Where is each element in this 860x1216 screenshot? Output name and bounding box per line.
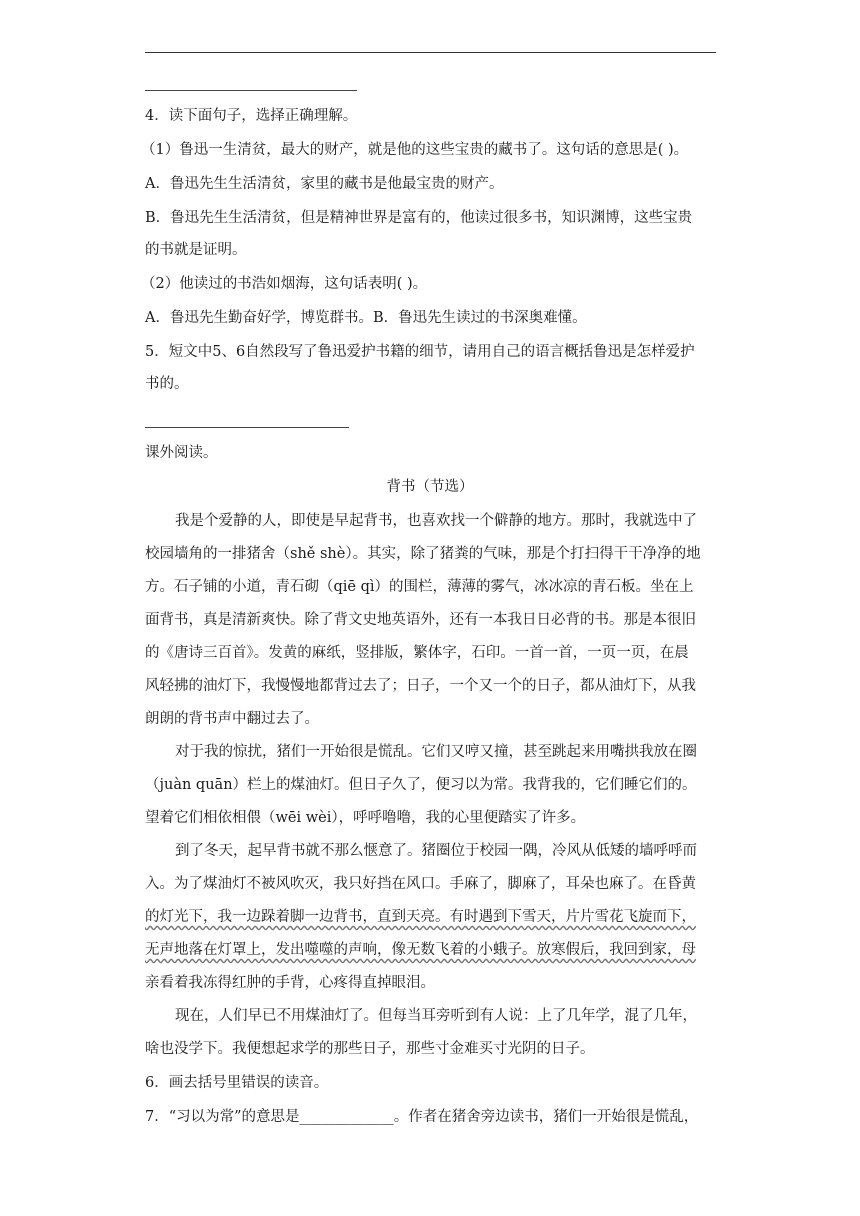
article-line: 风轻拂的油灯下，我慢慢地都背过去了；日子，一个又一个的日子，都从油灯下，从我	[145, 678, 696, 694]
section-heading: 课外阅读。	[145, 445, 218, 461]
article-line: 到了冬天，起早背书就不那么惬意了。猪圈位于校园一隅，冷风从低矮的墙呼呼而	[175, 843, 697, 859]
question-5-line1: 5．短文中5、6自然段写了鲁迅爱护书籍的细节，请用自己的语言概括鲁迅是怎样爱护	[145, 344, 695, 360]
question-4-sub-1: （1）鲁迅一生清贫，最大的财产，就是他的这些宝贵的藏书了。这句话的意思是( )。	[141, 142, 689, 158]
article-line: 我是个爱静的人，即使是早起背书，也喜欢找一个僻静的地方。那时，我就选中了	[175, 513, 697, 529]
article-line: 校园墙角的一排猪舍（shě shè）。其实，除了猪粪的气味，那是个打扫得干干净净的地	[145, 546, 701, 562]
article-line: 入。为了煤油灯不被风吹灭，我只好挡在风口。手麻了，脚麻了，耳朵也麻了。在昏黄	[145, 876, 696, 892]
question-4-option-b-line2: 的书就是证明。	[145, 242, 247, 258]
article-line: 对于我的惊扰，猪们一开始很是慌乱。它们又哼又撞，甚至跳起来用嘴拱我放在圈	[175, 744, 697, 760]
article-line: 啥也没学下。我便想起求学的那些日子，那些寸金难买寸光阴的日子。	[145, 1041, 595, 1057]
page-top-rule	[145, 52, 716, 53]
question-4-option-b-line1: B．鲁迅先生生活清贫，但是精神世界是富有的，他读过很多书，知识渊博，这些宝贵	[145, 210, 693, 226]
question-7: 7．“习以为常”的意思是_____________。作者在猪舍旁边读书，猪们一开始很是慌乱，	[145, 1109, 699, 1125]
article-line: 望着它们相依相偎（wēi wèi），呼呼噜噜，我的心里便踏实了许多。	[145, 810, 586, 826]
question-4-sub-2: （2）他读过的书浩如烟海，这句话表明( )。	[141, 276, 428, 292]
article-line: 的《唐诗三百首》。发黄的麻纸，竖排版，繁体字，石印。一首一首，一页一页，在晨	[145, 645, 689, 661]
question-5-line2: 书的。	[145, 376, 189, 392]
article-title: 背书（节选）	[386, 479, 474, 495]
question-6: 6．画去括号里错误的读音。	[145, 1075, 329, 1091]
article-line	[145, 907, 720, 927]
article-line	[145, 940, 720, 960]
article-line: 亲看着我冻得红肿的手背，心疼得直掉眼泪。	[145, 975, 435, 991]
question-4-stem: 4．读下面句子，选择正确理解。	[145, 108, 358, 124]
article-line: 方。石子铺的小道，青石砌（qiē qì）的围栏，薄薄的雾气，冰冰凉的青石板。坐在上	[145, 579, 694, 595]
underlined-passage: 无声地落在灯罩上，发出噬噬的声响，像无数飞着的小蛾子。放寒假后，我回到家，母	[145, 942, 696, 958]
question-4-sub-2-options: A．鲁迅先生勤奋好学，博览群书。B．鲁迅先生读过的书深奥难懂。	[145, 310, 587, 326]
article-line: （juàn quān）栏上的煤油灯。但日子久了，便习以为常。我背我的，它们睡它们的。	[145, 777, 697, 793]
underlined-passage: 的灯光下，我一边跺着脚一边背书，直到天亮。有时遇到下雪天，片片雪花飞旋而下，	[145, 909, 696, 925]
answer-line[interactable]	[145, 427, 349, 428]
article-line: 现在，人们早已不用煤油灯了。但每当耳旁听到有人说：上了几年学，混了几年，	[175, 1008, 697, 1024]
question-4-option-a: A．鲁迅先生生活清贫，家里的藏书是他最宝贵的财产。	[145, 176, 504, 192]
article-line: 面背书，真是清新爽快。除了背文史地英语外，还有一本我日日必背的书。那是本很旧	[145, 612, 696, 628]
article-line: 朗朗的背书声中翻过去了。	[145, 711, 319, 727]
answer-line[interactable]	[145, 90, 357, 91]
